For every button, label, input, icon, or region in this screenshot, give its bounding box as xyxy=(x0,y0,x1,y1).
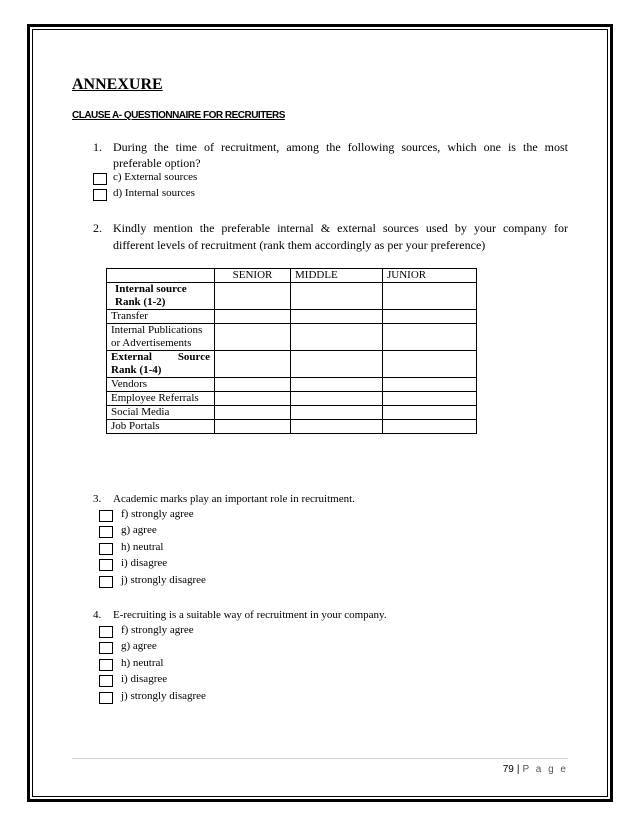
q3-number: 3. xyxy=(93,493,102,505)
q4-option-i-checkbox[interactable] xyxy=(99,675,113,687)
table-header-row xyxy=(107,269,477,283)
table-row xyxy=(107,378,477,392)
table-header-junior: JUNIOR xyxy=(383,269,477,283)
table-cell[interactable] xyxy=(383,392,477,406)
table-row xyxy=(107,324,477,351)
q1-text-line1: During the time of recruitment, among the following sources, which one is the most xyxy=(113,140,568,154)
q4-option-f-checkbox[interactable] xyxy=(99,626,113,638)
table-cell[interactable] xyxy=(383,406,477,420)
q2-number: 2. xyxy=(93,221,102,235)
q4-option-i: i) disagree xyxy=(121,673,168,685)
q3-option-j-checkbox[interactable] xyxy=(99,576,113,588)
row-label-employee-referrals: Employee Referrals xyxy=(107,392,215,406)
table-row xyxy=(107,420,477,434)
row-label-vendors: Vendors xyxy=(107,378,215,392)
q3-option-j: j) strongly disagree xyxy=(121,574,206,586)
q1-text-line2: preferable option? xyxy=(113,156,201,170)
table-cell[interactable] xyxy=(383,420,477,434)
q1-number: 1. xyxy=(93,140,102,154)
table-cell[interactable] xyxy=(215,324,291,351)
q3-option-f: f) strongly agree xyxy=(121,508,194,520)
table-cell[interactable] xyxy=(291,324,383,351)
table-cell[interactable] xyxy=(291,351,383,378)
page-number: 79 xyxy=(502,764,514,775)
table-cell[interactable] xyxy=(383,283,477,310)
q1-option-d-checkbox[interactable] xyxy=(93,189,107,201)
table-cell[interactable] xyxy=(215,378,291,392)
clause-heading: CLAUSE A- QUESTIONNAIRE FOR RECRUITERS xyxy=(72,110,285,121)
table-header-middle: MIDDLE xyxy=(291,269,383,283)
table-cell[interactable] xyxy=(291,378,383,392)
q3-option-h: h) neutral xyxy=(121,541,164,553)
row-label-social-media: Social Media xyxy=(107,406,215,420)
table-header-blank xyxy=(107,269,215,283)
table-row xyxy=(107,406,477,420)
q4-number: 4. xyxy=(93,609,102,621)
q3-option-f-checkbox[interactable] xyxy=(99,510,113,522)
table-cell[interactable] xyxy=(291,420,383,434)
q1-option-d: d) Internal sources xyxy=(113,187,195,199)
q4-option-j-checkbox[interactable] xyxy=(99,692,113,704)
external-source-header: External Source Rank (1-4) xyxy=(107,351,215,378)
q3-text: Academic marks play an important role in recruitment. xyxy=(113,493,355,505)
q4-option-f: f) strongly agree xyxy=(121,624,194,636)
q3-option-g-checkbox[interactable] xyxy=(99,526,113,538)
q4-option-h: h) neutral xyxy=(121,657,164,669)
table-cell[interactable] xyxy=(291,310,383,324)
q4-option-h-checkbox[interactable] xyxy=(99,659,113,671)
internal-source-header: Internal source Rank (1-2) xyxy=(107,283,215,310)
q3-option-i: i) disagree xyxy=(121,557,168,569)
q3-option-g: g) agree xyxy=(121,524,157,536)
row-label-job-portals: Job Portals xyxy=(107,420,215,434)
table-cell[interactable] xyxy=(215,310,291,324)
table-row xyxy=(107,351,477,378)
table-cell[interactable] xyxy=(291,283,383,310)
table-row xyxy=(107,392,477,406)
table-cell[interactable] xyxy=(383,310,477,324)
table-cell[interactable] xyxy=(215,392,291,406)
table-cell[interactable] xyxy=(215,283,291,310)
q2-text-line1: Kindly mention the preferable internal & external sources used by your company for xyxy=(113,221,568,235)
q2-text-line2: different levels of recruitment (rank them accordingly as per your preference) xyxy=(113,238,486,252)
row-label-transfer: Transfer xyxy=(107,310,215,324)
table-cell[interactable] xyxy=(383,378,477,392)
page-title: ANNEXURE xyxy=(72,76,163,93)
q1-option-c: c) External sources xyxy=(113,171,198,183)
table-cell[interactable] xyxy=(215,406,291,420)
table-cell[interactable] xyxy=(291,392,383,406)
footer-divider xyxy=(72,758,568,759)
footer-separator: | xyxy=(516,764,520,775)
q3-option-h-checkbox[interactable] xyxy=(99,543,113,555)
ranking-table xyxy=(106,268,477,434)
table-cell[interactable] xyxy=(383,324,477,351)
table-cell[interactable] xyxy=(383,351,477,378)
q4-option-g: g) agree xyxy=(121,640,157,652)
table-row xyxy=(107,310,477,324)
table-row xyxy=(107,283,477,310)
q3-option-i-checkbox[interactable] xyxy=(99,559,113,571)
q1-option-c-checkbox[interactable] xyxy=(93,173,107,185)
q4-option-j: j) strongly disagree xyxy=(121,690,206,702)
page-label: P a g e xyxy=(522,764,568,775)
row-label-internal-publications: Internal Publications or Advertisements xyxy=(107,324,215,351)
table-cell[interactable] xyxy=(291,406,383,420)
page-footer xyxy=(480,764,568,775)
table-cell[interactable] xyxy=(215,351,291,378)
q4-option-g-checkbox[interactable] xyxy=(99,642,113,654)
table-cell[interactable] xyxy=(215,420,291,434)
table-header-senior: SENIOR xyxy=(215,269,291,283)
q4-text: E-recruiting is a suitable way of recruitment in your company. xyxy=(113,609,387,621)
